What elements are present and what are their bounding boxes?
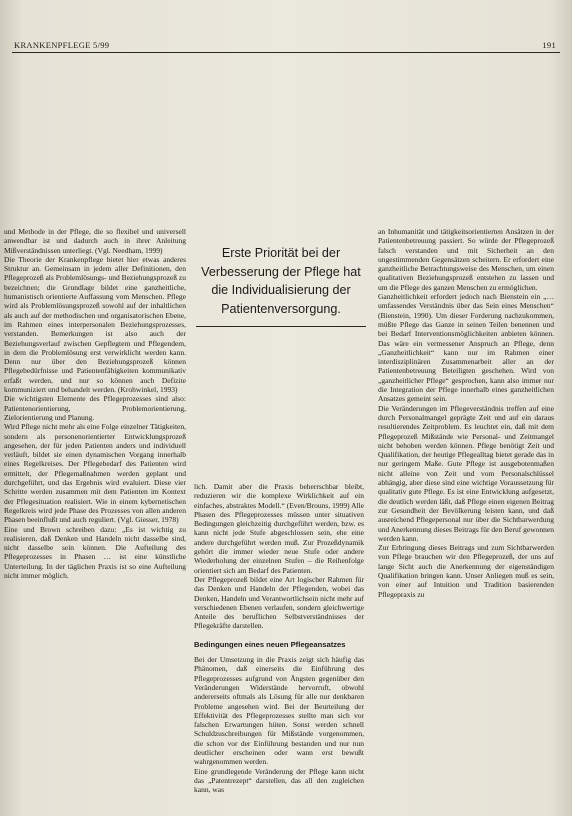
page-number: 191 — [542, 40, 556, 50]
paragraph: Eine und Brown schreiben dazu: „Es ist wichtig zu realisieren, daß Denken und Handeln nicht dasselbe sind, nicht dasselbe sein können. Die Aufteilung des Pflegeprozesses in Phasen … ist eine künstliche Unterteilung. In der täglichen Praxis ist so eine Aufteilung nicht immer möglich. — [4, 524, 186, 580]
paragraph: Ganzheitlichkeit erfordert jedoch nach Bienstein ein „…umfassendes Verständnis über das Sein eines Menschen“ (Bienstein, 1990). Um dieser Forderung nachzukommen, müßte Pflege das Ganze in seinen Teilen benennen und bei Bedarf Interventionsmöglichkeiten anbieten können. Das wäre ein vermessener Anspruch an Pflege, denn „Ganzheitlichkeit“ kann nur im Rahmen einer interdisziplinären Zusammenarbeit aller an der Patientenbetreuung Beteiligten geschehen. Wird von „ganzheitlicher Pflege“ gesprochen, kann also immer nur die Integration der Pflege innerhalb eines ganzheitlichen Ansatzes gemeint sein. — [378, 292, 554, 404]
text-column-left — [4, 227, 186, 580]
journal-name: KRANKENPFLEGE 5/99 — [14, 40, 110, 50]
section-heading: Bedingungen eines neuen Pflegeansatzes — [194, 639, 346, 649]
paragraph: Zur Erbringung dieses Beitrags und zum Sichtbarwerden von Pflege brauchen wir den Pflegeprozeß, der uns auf lange Sicht auch die Anerkennung der eigenständigen Qualifikation bringen kann. Unser Anliegen muß es sein, von einer auf Intuition und Tradition basierenden Pflegepraxis zu — [378, 543, 554, 599]
paragraph: Die Theorie der Krankenpflege bietet hier etwas anderes Struktur an. Gemeinsam in jedem aller Definitionen, den Pflegeprozeß als Problemlösungs- und Beziehungsprozeß zu bezeichnen; die Grundlage bildet eine ganzheitliche, humanistisch orientierte Auffassung vom Menschen. Pflege wird als Problemlösungsprozeß sowohl auf der inhaltlichen als auch auf der methodischen und organisatorischen Ebene, im Rahmen eines interpersonalen Beziehungsprozesses, verstanden. Bemerkungen ist also auch der Beziehungsverlauf zwischen Gepflegtem und Pflegendem, in dem die Problemlösung erst verwirklicht werden kann. Denn nur über den Beziehungsprozeß können Pflegebedürfnisse und Patientenfähigkeiten kommunikativ erfaßt werden, und nur so können auch Defizite kommuniziert und behandelt werden. (Krohwinkel, 1993) — [4, 254, 186, 395]
paragraph: und Methode in der Pflege, die so flexibel und universell anwendbar ist und dadurch auch in ihrer Anleitung Mißverständnissen unterliegt. (Vgl. Needham, 1999) — [4, 227, 186, 255]
text-column-right — [378, 227, 554, 599]
running-header — [8, 38, 560, 52]
text-column-middle — [194, 482, 364, 795]
header-rule — [12, 52, 560, 53]
pull-quote: Erste Priorität bei der Verbesserung der Pflege hat die Individualisierung der Patientenversorgung. — [196, 244, 366, 327]
paragraph: Die Veränderungen im Pflegeverständnis treffen auf eine durch Personalmangel geprägte Zeit und auf ein daraus resultierendes Zeitproblem. Es leuchtet ein, daß mit dem Pflegeprozeß Mißstände wie Personal- und Zeitmangel nicht behoben werden können. Pflege benötigt Zeit und Qualifikation, der heutige Pflegealltag bietet gerade das in nur geringem Maße. Gute Pflege ist ausgebotenmaßen nicht alleine von Zeit und vom Personalschlüssel abhängig, aber diese sind eine wichtige Voraussetzung für qualitativ gute Pflege. Es ist eine Entwicklung aufgesetzt, die deutlich werden läßt, daß Pflege einen eigenen Beitrag zur Gesundheit der Bevölkerung leisten kann, und daß ausreichend Pflegepersonal nur über die Sichtbarwerdung und Anerkennung dieses Beitrags für den Beruf gewonnen werden kann. — [378, 403, 554, 543]
paragraph: Wird Pflege nicht mehr als eine Folge einzelner Tätigkeiten, sondern als personenorientierter Entwicklungsprozeß angesehen, der für jeden Patienten anders und individuell verläuft, bildet sie einen dynamischen Vorgang innerhalb eines Regelkreises. Der Pflegebedarf des Patienten wird ermittelt, der Pflegemaßnahmen werden geplant und durchgeführt, und das Ergebnis wird evaluiert. Diese vier Schritte werden zusammen mit dem Patienten im Kontext der Pflegesituation realisiert. Wie in einem kybernetischen Regelkreis wird jede Phase des Prozesses von allen anderen Phasen beeinflußt und auch reguliert. (Vgl. Giesser, 1978) — [4, 422, 186, 525]
paragraph: Die wichtigsten Elemente des Pflegeprozesses sind also: Patientenorientierung, Problemorientierung, Zielorientierung und Planung. — [4, 394, 186, 422]
paragraph: Der Pflegeprozeß bildet eine Art logischer Rahmen für das Denken und Handeln der Pflegenden, wobei das Denken, Handeln und Verantwortlichsein nicht mehr auf verschiedenen Ebenen verlaufen, sondern gleichwertige Anteile des beruflichen Selbstverständnisses der Pflegekräfte darstellen. — [194, 574, 364, 631]
paragraph: Eine grundlegende Veränderung der Pflege kann nicht das „Patentrezept“ darstellen, das all den zugleichen kann, was — [194, 766, 364, 795]
paragraph: Bei der Umsetzung in die Praxis zeigt sich häufig das Phänomen, daß einerseits die Einführung des Pflegeprozesses aufgrund von Ängsten gegenüber den Veränderungen Widerstände hervorruft, obwohl andererseits oftmals als Lösung für alle nur denkbaren Probleme angesehen wird. Bei der Beurteilung der Effektivität des Pflegeprozesses stellte man sich vor falschen Erwartungen hüten. Sonst werden schnell Schuldzuschreibungen für Mißstände vorgenommen, die schon vor der Einführung bestanden und nur nun deutlicher erscheinen oder wann erst bewußt wahrgenommen werden. — [194, 655, 364, 767]
paragraph: lich. Damit aber die Praxis beherrschbar bleibt, reduzieren wir die komplexe Wirklichkeit auf ein einfaches, abstraktes Modell.“ (Even/Brouns, 1999) Alle Phasen des Pflegeprozesses müssen unter situativen Bedingungen gleichzeitig durchgeführt werden, bzw. es kann nicht jede Stufe abgeschlossen sein, ehe eine andere durchgeführt werden muß. Zur Prozeßdynamik gehört die immer wieder neue Stufe oder andere Wiederholung der einzelnen Stufen – die Reihenfolge orientiert sich am Bedarf des Patienten. — [194, 482, 364, 575]
paragraph: an Inhumanität und tätigkeitsorientierten Ansätzen in der Patientenbetreuung passiert. So würde der Pflegeprozeß falsch verstanden und mit Sicherheit an den ungestimmenden Gegensätzen scheitern. Er erfordert eine ganzheitliche Betrachtungsweise des Menschen, um einen qualitativen Beziehungsprozeß entstehen zu lassen und um die Pflege des ganzen Menschen zu ermöglichen. — [378, 227, 554, 292]
